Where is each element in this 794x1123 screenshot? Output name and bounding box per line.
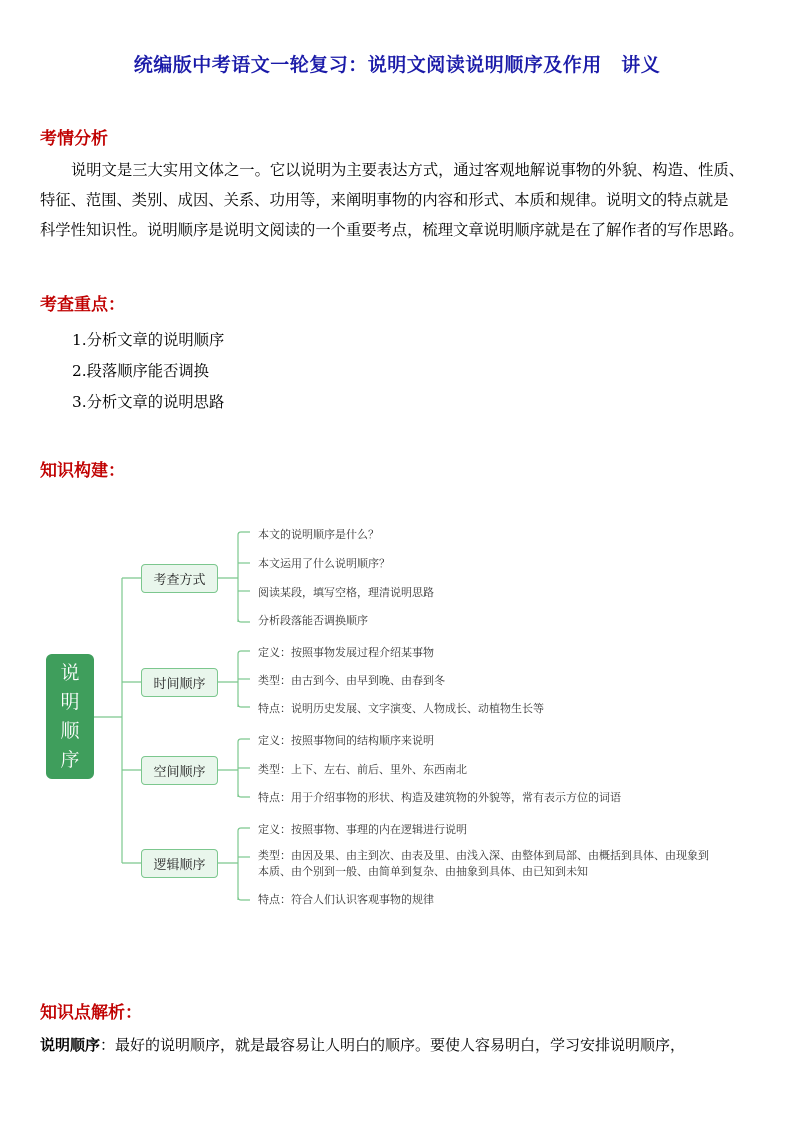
mindmap-leaf: 特点：用于介绍事物的形状、构造及建筑物的外貌等，常有表示方位的词语 — [258, 791, 621, 804]
analysis-line-1: 说明文是三大实用文体之一。它以说明为主要表达方式，通过客观地解说事物的外貌、构造、性质、 — [71, 161, 745, 179]
mindmap-root — [46, 654, 94, 779]
mindmap-root-char: 说 — [60, 661, 80, 684]
mindmap-root-char: 序 — [60, 748, 80, 771]
mindmap-leaf: 定义：按照事物发展过程介绍某事物 — [258, 646, 434, 659]
mindmap-leaf: 阅读某段，填写空格，理清说明思路 — [258, 586, 434, 599]
mindmap-leaf: 类型：由古到今、由早到晚、由春到冬 — [258, 674, 445, 687]
mindmap-leaf: 定义：按照事物间的结构顺序来说明 — [258, 734, 434, 747]
mindmap-leaf: 类型：由因及果、由主到次、由表及里、由浅入深、由整体到局部、由概括到具体、由现象到本质、由个别到一般、由简单到复杂、由抽象到具体、由已知到未知 — [258, 849, 709, 878]
section-heading-explanation: 知识点解析： — [40, 1003, 142, 1023]
explanation-text: ：最好的说明顺序，就是最容易让人明白的顺序。要使人容易明白，学习安排说明顺序， — [100, 1036, 686, 1054]
section-heading-knowledge: 知识构建： — [40, 461, 125, 481]
document-title: 统编版中考语文一轮复习：说明文阅读说明顺序及作用 讲义 — [133, 54, 661, 76]
mindmap-leaf: 本文的说明顺序是什么？ — [258, 528, 379, 541]
analysis-line-3: 科学性知识性。说明顺序是说明文阅读的一个重要考点，梳理文章说明顺序就是在了解作者的写作思路。 — [40, 221, 744, 239]
key-point-item: 3.分析文章的说明思路 — [72, 393, 225, 411]
mindmap-root-char: 明 — [60, 690, 80, 713]
analysis-line-2: 特征、范围、类别、成因、关系、功用等，来阐明事物的内容和形式、本质和规律。说明文的特点就是 — [40, 191, 729, 209]
mindmap-branch-space-order: 空间顺序 — [141, 756, 218, 785]
mindmap-leaf: 特点：说明历史发展、文字演变、人物成长、动植物生长等 — [258, 702, 544, 715]
mindmap-leaf: 分析段落能否调换顺序 — [258, 614, 368, 627]
mindmap-leaf: 类型：上下、左右、前后、里外、东西南北 — [258, 763, 467, 776]
section-heading-key-points: 考查重点： — [40, 295, 125, 315]
mindmap-root-char: 顺 — [60, 719, 80, 742]
mindmap-leaf: 特点：符合人们认识客观事物的规律 — [258, 893, 434, 906]
mindmap-branch-time-order: 时间顺序 — [141, 668, 218, 697]
mindmap-branch-logic-order: 逻辑顺序 — [141, 849, 218, 878]
explanation-term: 说明顺序 — [40, 1036, 101, 1054]
section-heading-analysis: 考情分析 — [40, 129, 108, 149]
key-point-item: 1.分析文章的说明顺序 — [72, 331, 225, 349]
mindmap-leaf: 定义：按照事物、事理的内在逻辑进行说明 — [258, 823, 467, 836]
mindmap-leaf: 本文运用了什么说明顺序？ — [258, 557, 390, 570]
key-point-item: 2.段落顺序能否调换 — [72, 362, 209, 380]
mindmap-branch-exam-method: 考查方式 — [141, 564, 218, 593]
explanation-paragraph — [40, 1034, 685, 1055]
